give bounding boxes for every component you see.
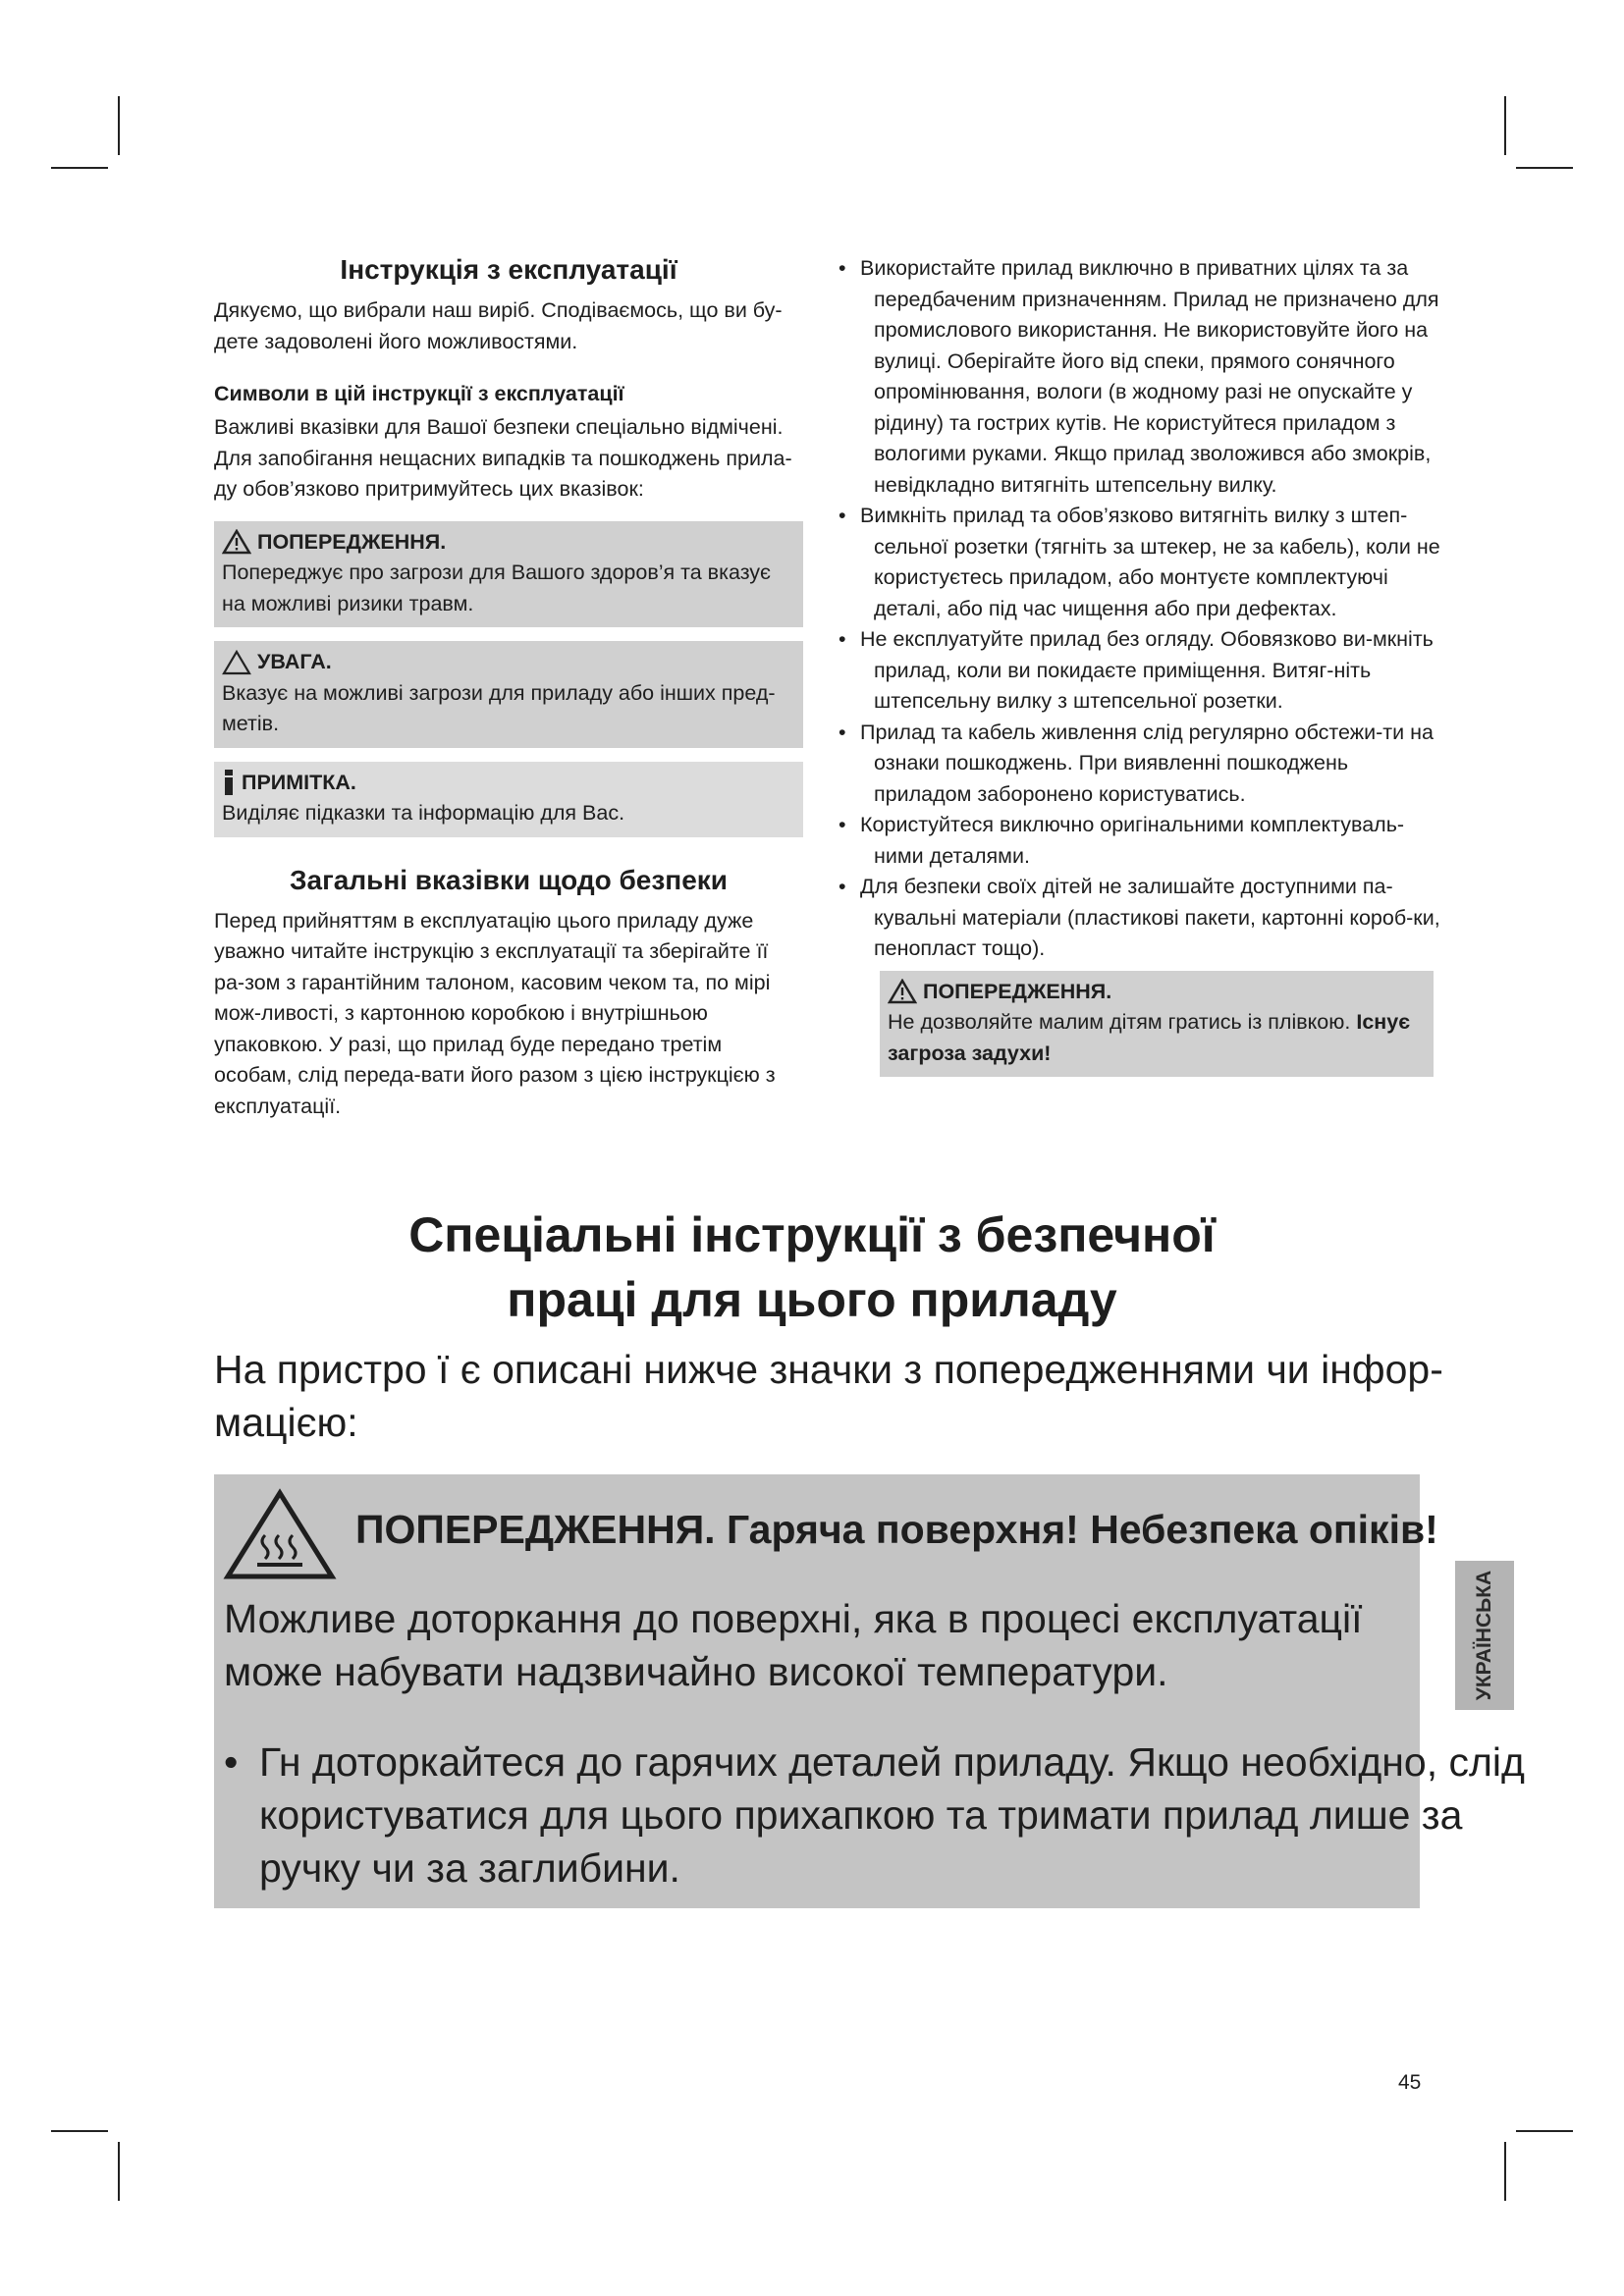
special-title-line-2: праці для цього приладу	[507, 1272, 1117, 1327]
special-instructions-title	[0, 1202, 1624, 1332]
hot-surface-title: ПОПЕРЕДЖЕННЯ. Гаряча поверхня! Небезпека опіків!	[355, 1507, 1438, 1552]
intro-text: Дякуємо, що вибрали наш виріб. Сподіваємось, що ви бу-дете задоволені його можливостями.	[214, 298, 783, 353]
crop-mark	[1504, 96, 1506, 155]
note-box	[214, 762, 803, 837]
hot-surface-icon	[222, 1488, 338, 1582]
crop-mark	[118, 2142, 120, 2201]
suffocation-warning-text: Не дозволяйте малим дітям гратись із плівкою.	[888, 1010, 1351, 1034]
list-item: • Користуйтеся виключно оригінальними комплектуваль-ними деталями.	[835, 810, 1443, 872]
instructions-title: Інструкція з експлуатації	[340, 254, 677, 285]
crop-mark	[1504, 2142, 1506, 2201]
list-item: • Використайте прилад виключно в приватних цілях та за передбаченим призначенням. Прилад не призначено для промислового використання. Не використовуйте його на вулиці. Оберігайте його від спеки, прямого сонячного опромінювання, вологи (в жодному разі не опускайте у рідину) та гострих кутів. Не користуйтеся приладом з вологими руками. Якщо прилад зволожився або змокрів, невідкладно витягніть штепсельну вилку.	[835, 253, 1443, 501]
caution-box	[214, 641, 803, 748]
suffocation-warning-box	[880, 971, 1434, 1078]
crop-mark	[51, 167, 108, 169]
hot-surface-bullet-text: Гн доторкайтеся до гарячих деталей приладу. Якщо необхідно, слід користуватися для цього прихапкою та тримати прилад лише за ручку чи за заглибини.	[259, 1739, 1525, 1891]
language-tab	[1455, 1561, 1514, 1710]
bullet-icon: •	[224, 1739, 239, 1785]
warning-triangle-icon	[222, 529, 251, 555]
crop-mark	[1516, 2130, 1573, 2132]
symbols-heading: Символи в цій інструкції з експлуатації	[214, 382, 624, 405]
list-item: • Вимкніть прилад та обов’язково витягніть вилку з штеп-сельної розетки (тягніть за штекер, не за кабель), коли не користуєтесь приладом, або монтуєте комплектуючі деталі, або під час чищення або при дефектах.	[835, 501, 1443, 624]
language-tab-label: УКРАЇНСЬКА	[1473, 1570, 1495, 1701]
left-column	[214, 252, 803, 1122]
special-title-line-1: Спеціальні інструкції з безпечної	[408, 1207, 1216, 1262]
symbols-text: Важливі вказівки для Вашої безпеки спеціально відмічені. Для запобігання нещасних випадків та пошкоджень прила-ду обов’язково притримуйтесь цих вказівок:	[214, 415, 792, 501]
warning-text: Попереджує про загрози для Вашого здоров’я та вказує на можливі ризики травм.	[222, 561, 772, 615]
suffocation-warning-label: ПОПЕРЕДЖЕННЯ.	[923, 979, 1112, 1003]
safety-bullets	[835, 253, 1443, 965]
caution-triangle-icon	[222, 650, 251, 675]
caution-text: Вказує на можливі загрози для приладу або інших пред-метів.	[222, 680, 776, 735]
crop-mark	[1516, 167, 1573, 169]
suffocation-warning-emphasis: Існує загроза задухи!	[888, 1010, 1411, 1065]
crop-mark	[118, 96, 120, 155]
general-safety-text: Перед прийняттям в експлуатацію цього приладу дуже уважно читайте інструкцію з експлуатації та зберігайте її ра-зом з гарантійним талоном, касовим чеком та, по мірі мож-ливості, з картонною коробкою і внутрішньою упаковкою. У разі, що прилад буде передано третім особам, слід переда-вати його разом з цією інструкцією з експлуатації.	[214, 908, 776, 1118]
warning-triangle-icon	[888, 979, 917, 1004]
info-icon	[222, 769, 236, 796]
hot-surface-text: Можливе доторкання до поверхні, яка в процесі експлуатації може набувати надзвичайно високої температури.	[224, 1596, 1363, 1694]
special-intro: На пристро ї є описані нижче значки з попередженнями чи інфор-мацією:	[214, 1347, 1443, 1445]
list-item: • Для безпеки своїх дітей не залишайте доступними па-кувальні матеріали (пластикові пакети, картонні короб-ки, пенопласт тощо).	[835, 872, 1443, 965]
note-text: Виділяє підказки та інформацію для Вас.	[222, 801, 625, 825]
crop-mark	[51, 2130, 108, 2132]
list-item: • Не експлуатуйте прилад без огляду. Обовязково ви-мкніть прилад, коли ви покидаєте приміщення. Витяг-ніть штепсельну вилку з штепсельної розетки.	[835, 624, 1443, 718]
note-label: ПРИМІТКА.	[242, 770, 356, 794]
list-item: • Прилад та кабель живлення слід регулярно обстежи-ти на ознаки пошкоджень. При виявленні пошкоджень приладом заборонено користуватись.	[835, 718, 1443, 811]
page-number: 45	[1398, 2071, 1422, 2094]
right-column	[835, 253, 1443, 1091]
caution-label: УВАГА.	[257, 650, 332, 673]
hot-surface-bullet	[224, 1735, 1536, 1895]
warning-box	[214, 521, 803, 628]
warning-label: ПОПЕРЕДЖЕННЯ.	[257, 529, 447, 554]
general-safety-heading: Загальні вказівки щодо безпеки	[289, 864, 729, 895]
